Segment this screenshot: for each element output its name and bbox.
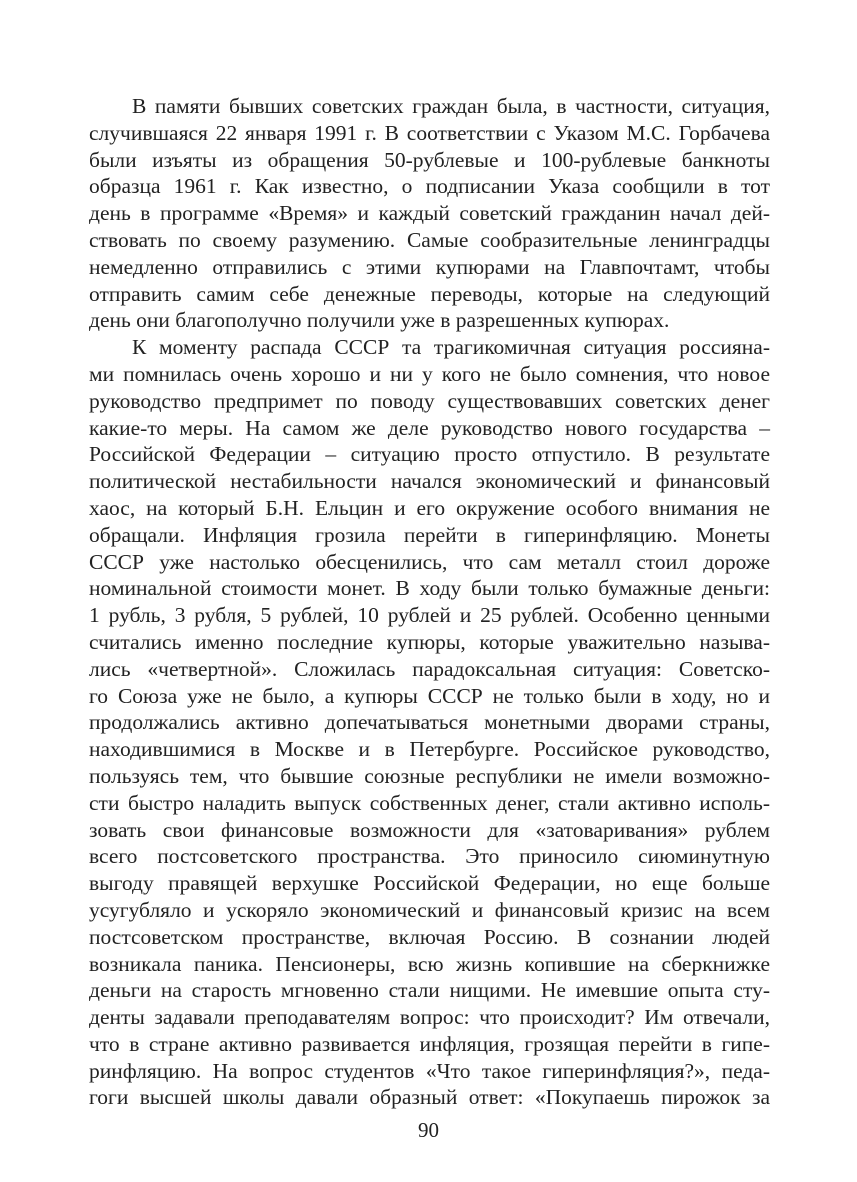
text-line: В памяти бывших советских граждан была, в частности, ситуация, xyxy=(132,94,770,118)
text-line: выгоду правящей верхушке Российской Федерации, но еще больше xyxy=(89,871,770,896)
text-line: СССР уже настолько обесценились, что сам металл стоил дороже xyxy=(89,549,770,574)
text-line: обращали. Инфляция грозила перейти в гиперинфляцию. Монеты xyxy=(89,522,770,547)
text-line: сти быстро наладить выпуск собственных денег, стали активно исполь- xyxy=(89,790,770,815)
text-line: ми помнилась очень хорошо и ни у кого не было сомнения, что новое xyxy=(89,361,770,386)
text-line: день в программе «Время» и каждый советский гражданин начал дей- xyxy=(89,201,770,226)
text-line: образца 1961 г. Как известно, о подписании Указа сообщили в тот xyxy=(89,174,770,199)
text-line: какие-то меры. На самом же деле руководство нового государства – xyxy=(89,415,770,440)
text-line: пользуясь тем, что бывшие союзные республики не имели возможно- xyxy=(89,763,770,788)
paragraph-2 xyxy=(89,334,770,1111)
text-line: К моменту распада СССР та трагикомичная ситуация россияна- xyxy=(132,335,770,360)
text-line: всего постсоветского пространства. Это приносило сиюминутную xyxy=(89,844,770,869)
text-line: 1 рубль, 3 рубля, 5 рублей, 10 рублей и 25 рублей. Особенно ценными xyxy=(89,603,770,628)
text-line: постсоветском пространстве, включая Россию. В сознании людей xyxy=(89,924,770,949)
text-line: усугубляло и ускоряло экономический и финансовый кризис на всем xyxy=(89,897,770,922)
body-text xyxy=(89,93,770,1111)
text-line: были изъяты из обращения 50-рублевые и 100-рублевые банкноты xyxy=(89,147,770,172)
text-line: номинальной стоимости монет. В ходу были только бумажные деньги: xyxy=(89,576,770,601)
text-line: зовать свои финансовые возможности для «затоваривания» рублем xyxy=(89,817,770,842)
text-line: считались именно последние купюры, которые уважительно называ- xyxy=(89,629,770,654)
text-line: ринфляцию. На вопрос студентов «Что такое гиперинфляция?», педа- xyxy=(89,1058,770,1083)
text-line: случившаяся 22 января 1991 г. В соответствии с Указом М.С. Горбачева xyxy=(89,120,770,145)
text-line: го Союза уже не было, а купюры СССР не только были в ходу, но и xyxy=(89,683,770,708)
text-line: гоги высшей школы давали образный ответ: «Покупаешь пирожок за xyxy=(89,1085,770,1110)
text-line: Российской Федерации – ситуацию просто отпустило. В результате xyxy=(89,442,770,467)
text-line: продолжались активно допечатываться монетными дворами страны, xyxy=(89,710,770,735)
paragraph-1 xyxy=(89,93,770,334)
text-line: возникала паника. Пенсионеры, всю жизнь копившие на сберкнижке xyxy=(89,951,770,976)
text-line: руководство предпримет по поводу существовавших советских денег xyxy=(89,388,770,413)
text-line: что в стране активно развивается инфляция, грозящая перейти в гипе- xyxy=(89,1031,770,1056)
page-number: 90 xyxy=(418,1118,439,1142)
text-line: ствовать по своему разумению. Самые сообразительные ленинградцы xyxy=(89,227,770,252)
text-line: лись «четвертной». Сложилась парадоксальная ситуация: Советско- xyxy=(89,656,770,681)
text-line: находившимися в Москве и в Петербурге. Российское руководство, xyxy=(89,737,770,762)
text-line: политической нестабильности начался экономический и финансовый xyxy=(89,469,770,494)
text-line: хаос, на который Б.Н. Ельцин и его окружение особого внимания не xyxy=(89,495,770,520)
text-line: деньги на старость мгновенно стали нищими. Не имевшие опыта сту- xyxy=(89,978,770,1003)
text-line: отправить самим себе денежные переводы, которые на следующий xyxy=(89,281,770,306)
text-line: день они благополучно получили уже в разрешенных купюрах. xyxy=(89,308,670,333)
text-line: немедленно отправились с этими купюрами на Главпочтамт, чтобы xyxy=(89,254,770,279)
text-line: денты задавали преподавателям вопрос: что происходит? Им отвечали, xyxy=(89,1005,770,1030)
